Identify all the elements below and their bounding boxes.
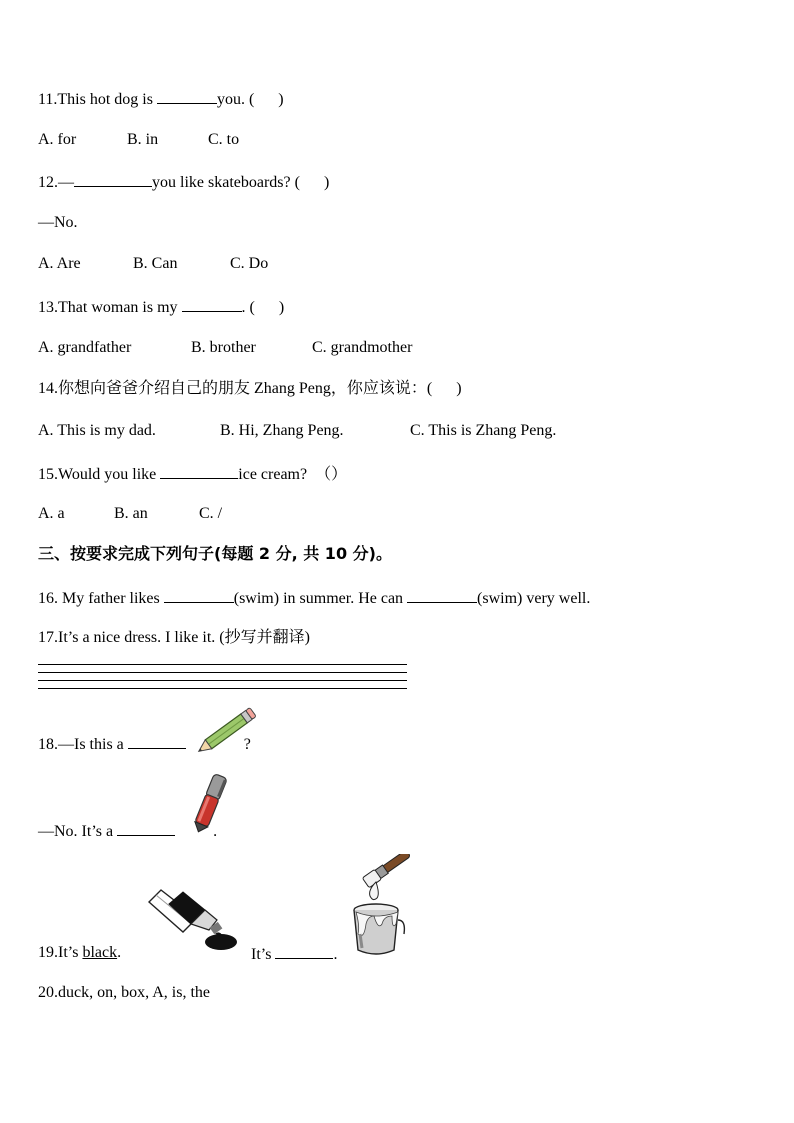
writing-line — [38, 688, 407, 689]
q14-option-b[interactable]: B. Hi, Zhang Peng. — [220, 422, 344, 439]
q11-option-c[interactable]: C. to — [208, 131, 240, 148]
q12-option-c[interactable]: C. Do — [230, 255, 269, 272]
q16-stem: 16. My father likes (swim) in summer. He can (swim) very well. — [38, 587, 590, 609]
q11-option-b[interactable]: B. in — [127, 131, 159, 148]
q15-option-b[interactable]: B. an — [114, 505, 148, 522]
writing-line — [38, 680, 407, 681]
white-paint-bucket-icon — [346, 854, 428, 958]
q12-option-a[interactable]: A. Are — [38, 255, 81, 272]
answer-blank[interactable] — [117, 820, 175, 836]
q13-option-c[interactable]: C. grandmother — [312, 339, 413, 356]
q17-stem: 17.It’s a nice dress. I like it. (抄写并翻译) — [38, 629, 310, 646]
q11-option-a[interactable]: A. for — [38, 131, 77, 148]
pencil-icon — [196, 706, 262, 754]
answer-blank-1[interactable] — [164, 587, 234, 603]
q18-question: 18.—Is this a ? — [38, 733, 251, 755]
q14-option-c[interactable]: C. This is Zhang Peng. — [410, 422, 557, 439]
answer-blank[interactable] — [74, 171, 152, 187]
q15-option-c[interactable]: C. / — [199, 505, 223, 522]
q13-stem: 13.That woman is my . ( ) — [38, 296, 284, 318]
q19-stem: 19.It’s black. — [38, 944, 122, 961]
q14-stem: 14.你想向爸爸介绍自己的朋友 Zhang Peng，你应该说：( ) — [38, 380, 462, 397]
q12-option-b[interactable]: B. Can — [133, 255, 178, 272]
answer-blank-2[interactable] — [407, 587, 477, 603]
q13-option-a[interactable]: A. grandfather — [38, 339, 132, 356]
answer-blank[interactable] — [128, 733, 186, 749]
q13-option-b[interactable]: B. brother — [191, 339, 256, 356]
black-paint-tube-icon — [145, 884, 240, 954]
q12-stem: 12.— you like skateboards? ( ) — [38, 171, 329, 193]
q19-answer: It’s . — [251, 943, 337, 965]
writing-line — [38, 664, 407, 665]
section-3-title: 三、按要求完成下列句子(每题 2 分, 共 10 分)。 — [38, 544, 392, 563]
q12-answer: —No. — [38, 214, 78, 231]
writing-line — [38, 672, 407, 673]
q15-stem: 15.Would you like ice cream? （） — [38, 463, 347, 485]
answer-blank[interactable] — [182, 296, 242, 312]
q18-answer: —No. It’s a . — [38, 820, 217, 842]
q14-option-a[interactable]: A. This is my dad. — [38, 422, 156, 439]
answer-blank[interactable] — [275, 943, 333, 959]
pen-icon — [186, 770, 234, 836]
answer-blank[interactable] — [160, 463, 238, 479]
q20-stem: 20.duck, on, box, A, is, the — [38, 984, 210, 1001]
writing-lines[interactable] — [38, 664, 407, 696]
q11-stem: 11.This hot dog is you. ( ) — [38, 88, 284, 110]
q15-option-a[interactable]: A. a — [38, 505, 65, 522]
answer-blank[interactable] — [157, 88, 217, 104]
